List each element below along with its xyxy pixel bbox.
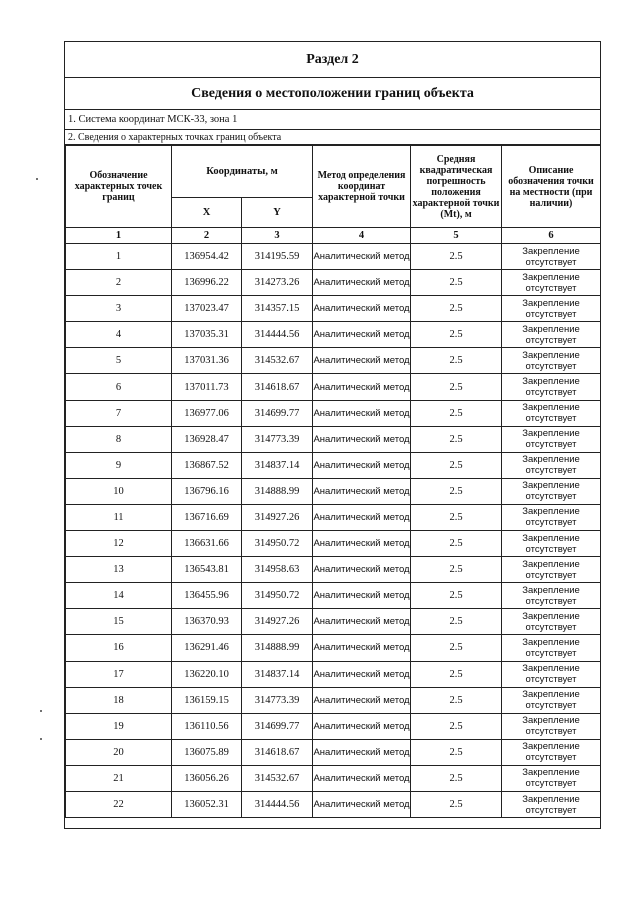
coord-y: 314888.99: [242, 635, 313, 661]
table-row: [66, 244, 601, 270]
description-cell: Закрепление отсутствует: [502, 400, 601, 426]
table-row: [66, 635, 601, 661]
point-number: 17: [66, 661, 172, 687]
description-cell: Закрепление отсутствует: [502, 348, 601, 374]
method-cell: Аналитический метод: [313, 687, 411, 713]
point-number: 11: [66, 504, 172, 530]
table-row: [66, 322, 601, 348]
section-title: Раздел 2: [65, 42, 600, 78]
table-row: [66, 609, 601, 635]
table-bottom-margin: [65, 818, 600, 828]
coord-x: 136977.06: [172, 400, 242, 426]
description-cell: Закрепление отсутствует: [502, 791, 601, 817]
points-table-body: [66, 244, 601, 818]
coord-y: 314444.56: [242, 791, 313, 817]
coord-x: 137011.73: [172, 374, 242, 400]
coord-x: 136631.66: [172, 531, 242, 557]
point-number: 12: [66, 531, 172, 557]
header-y: Y: [242, 198, 313, 228]
scan-speck: [36, 178, 38, 180]
description-cell: Закрепление отсутствует: [502, 713, 601, 739]
column-number: 1: [66, 228, 172, 244]
points-table: [65, 145, 601, 818]
method-cell: Аналитический метод: [313, 270, 411, 296]
coord-x: 136291.46: [172, 635, 242, 661]
coord-y: 314618.67: [242, 739, 313, 765]
method-cell: Аналитический метод: [313, 504, 411, 530]
coord-x: 136075.89: [172, 739, 242, 765]
point-number: 5: [66, 348, 172, 374]
method-cell: Аналитический метод: [313, 426, 411, 452]
description-cell: Закрепление отсутствует: [502, 635, 601, 661]
coord-x: 136370.93: [172, 609, 242, 635]
error-cell: 2.5: [411, 739, 502, 765]
column-number: 3: [242, 228, 313, 244]
error-cell: 2.5: [411, 452, 502, 478]
error-cell: 2.5: [411, 791, 502, 817]
scan-speck: [40, 710, 42, 712]
description-cell: Закрепление отсутствует: [502, 452, 601, 478]
method-cell: Аналитический метод: [313, 374, 411, 400]
coord-y: 314357.15: [242, 296, 313, 322]
method-cell: Аналитический метод: [313, 635, 411, 661]
description-cell: Закрепление отсутствует: [502, 557, 601, 583]
method-cell: Аналитический метод: [313, 765, 411, 791]
point-number: 20: [66, 739, 172, 765]
coord-x: 136716.69: [172, 504, 242, 530]
coord-x: 137031.36: [172, 348, 242, 374]
error-cell: 2.5: [411, 426, 502, 452]
error-cell: 2.5: [411, 765, 502, 791]
table-row: [66, 296, 601, 322]
coordinate-system: 1. Система координат МСК-33, зона 1: [65, 110, 600, 130]
coord-x: 136867.52: [172, 452, 242, 478]
error-cell: 2.5: [411, 244, 502, 270]
table-row: [66, 478, 601, 504]
method-cell: Аналитический метод: [313, 348, 411, 374]
description-cell: Закрепление отсутствует: [502, 687, 601, 713]
method-cell: Аналитический метод: [313, 531, 411, 557]
table-row: [66, 557, 601, 583]
method-cell: Аналитический метод: [313, 739, 411, 765]
method-cell: Аналитический метод: [313, 713, 411, 739]
coord-x: 136928.47: [172, 426, 242, 452]
method-cell: Аналитический метод: [313, 661, 411, 687]
table-row: [66, 687, 601, 713]
column-number: 5: [411, 228, 502, 244]
header-method: Метод определения координат характерной точки: [313, 146, 411, 228]
table-row: [66, 791, 601, 817]
table-row: [66, 531, 601, 557]
table-row: [66, 270, 601, 296]
description-cell: Закрепление отсутствует: [502, 374, 601, 400]
scan-speck: [40, 738, 42, 740]
method-cell: Аналитический метод: [313, 400, 411, 426]
error-cell: 2.5: [411, 713, 502, 739]
coord-y: 314444.56: [242, 322, 313, 348]
table-row: [66, 374, 601, 400]
coord-y: 314773.39: [242, 687, 313, 713]
table-row: [66, 400, 601, 426]
point-number: 13: [66, 557, 172, 583]
point-number: 18: [66, 687, 172, 713]
description-cell: Закрепление отсутствует: [502, 244, 601, 270]
column-number: 2: [172, 228, 242, 244]
description-cell: Закрепление отсутствует: [502, 426, 601, 452]
method-cell: Аналитический метод: [313, 452, 411, 478]
point-number: 10: [66, 478, 172, 504]
coord-x: 136543.81: [172, 557, 242, 583]
coord-y: 314950.72: [242, 583, 313, 609]
error-cell: 2.5: [411, 348, 502, 374]
method-cell: Аналитический метод: [313, 791, 411, 817]
table-row: [66, 661, 601, 687]
point-number: 3: [66, 296, 172, 322]
coord-y: 314618.67: [242, 374, 313, 400]
table-row: [66, 348, 601, 374]
error-cell: 2.5: [411, 687, 502, 713]
header-error: Средняя квадратическая погрешность положения характерной точки (Mt), м: [411, 146, 502, 228]
description-cell: Закрепление отсутствует: [502, 609, 601, 635]
description-cell: Закрепление отсутствует: [502, 296, 601, 322]
method-cell: Аналитический метод: [313, 478, 411, 504]
error-cell: 2.5: [411, 635, 502, 661]
error-cell: 2.5: [411, 400, 502, 426]
coord-y: 314950.72: [242, 531, 313, 557]
table-row: [66, 452, 601, 478]
description-cell: Закрепление отсутствует: [502, 739, 601, 765]
document-sheet: [64, 41, 601, 829]
error-cell: 2.5: [411, 557, 502, 583]
description-cell: Закрепление отсутствует: [502, 661, 601, 687]
point-number: 15: [66, 609, 172, 635]
coord-x: 136455.96: [172, 583, 242, 609]
column-number: 6: [502, 228, 601, 244]
coord-x: 136110.56: [172, 713, 242, 739]
error-cell: 2.5: [411, 322, 502, 348]
point-number: 14: [66, 583, 172, 609]
header-description: Описание обозначения точки на местности (при наличии): [502, 146, 601, 228]
point-number: 9: [66, 452, 172, 478]
coord-y: 314532.67: [242, 765, 313, 791]
error-cell: 2.5: [411, 583, 502, 609]
method-cell: Аналитический метод: [313, 609, 411, 635]
point-number: 4: [66, 322, 172, 348]
point-number: 16: [66, 635, 172, 661]
table-row: [66, 739, 601, 765]
coord-y: 314699.77: [242, 713, 313, 739]
method-cell: Аналитический метод: [313, 322, 411, 348]
coord-y: 314195.59: [242, 244, 313, 270]
error-cell: 2.5: [411, 609, 502, 635]
points-caption: 2. Сведения о характерных точках границ объекта: [65, 130, 600, 145]
coord-y: 314837.14: [242, 661, 313, 687]
coord-x: 136056.26: [172, 765, 242, 791]
error-cell: 2.5: [411, 374, 502, 400]
coord-y: 314888.99: [242, 478, 313, 504]
table-row: [66, 713, 601, 739]
coord-x: 136954.42: [172, 244, 242, 270]
column-numbers-row: [66, 228, 601, 244]
point-number: 2: [66, 270, 172, 296]
coord-y: 314958.63: [242, 557, 313, 583]
coord-y: 314273.26: [242, 270, 313, 296]
point-number: 7: [66, 400, 172, 426]
error-cell: 2.5: [411, 661, 502, 687]
description-cell: Закрепление отсутствует: [502, 765, 601, 791]
coord-x: 137023.47: [172, 296, 242, 322]
method-cell: Аналитический метод: [313, 583, 411, 609]
coord-y: 314927.26: [242, 609, 313, 635]
table-row: [66, 426, 601, 452]
description-cell: Закрепление отсутствует: [502, 583, 601, 609]
coord-y: 314532.67: [242, 348, 313, 374]
coord-x: 136996.22: [172, 270, 242, 296]
point-number: 8: [66, 426, 172, 452]
error-cell: 2.5: [411, 296, 502, 322]
coord-y: 314699.77: [242, 400, 313, 426]
header-coords: Координаты, м: [172, 146, 313, 198]
description-cell: Закрепление отсутствует: [502, 531, 601, 557]
point-number: 22: [66, 791, 172, 817]
column-number: 4: [313, 228, 411, 244]
point-number: 1: [66, 244, 172, 270]
method-cell: Аналитический метод: [313, 557, 411, 583]
coord-x: 136159.15: [172, 687, 242, 713]
coord-x: 136052.31: [172, 791, 242, 817]
coord-x: 137035.31: [172, 322, 242, 348]
description-cell: Закрепление отсутствует: [502, 504, 601, 530]
method-cell: Аналитический метод: [313, 244, 411, 270]
error-cell: 2.5: [411, 478, 502, 504]
table-row: [66, 504, 601, 530]
header-x: X: [172, 198, 242, 228]
coord-y: 314837.14: [242, 452, 313, 478]
coord-y: 314927.26: [242, 504, 313, 530]
header-point: Обозначение характерных точек границ: [66, 146, 172, 228]
description-cell: Закрепление отсутствует: [502, 478, 601, 504]
coord-x: 136796.16: [172, 478, 242, 504]
point-number: 21: [66, 765, 172, 791]
coord-y: 314773.39: [242, 426, 313, 452]
document-title: Сведения о местоположении границ объекта: [65, 78, 600, 110]
error-cell: 2.5: [411, 531, 502, 557]
coord-x: 136220.10: [172, 661, 242, 687]
error-cell: 2.5: [411, 270, 502, 296]
method-cell: Аналитический метод: [313, 296, 411, 322]
point-number: 6: [66, 374, 172, 400]
table-row: [66, 765, 601, 791]
description-cell: Закрепление отсутствует: [502, 270, 601, 296]
table-row: [66, 583, 601, 609]
description-cell: Закрепление отсутствует: [502, 322, 601, 348]
error-cell: 2.5: [411, 504, 502, 530]
point-number: 19: [66, 713, 172, 739]
